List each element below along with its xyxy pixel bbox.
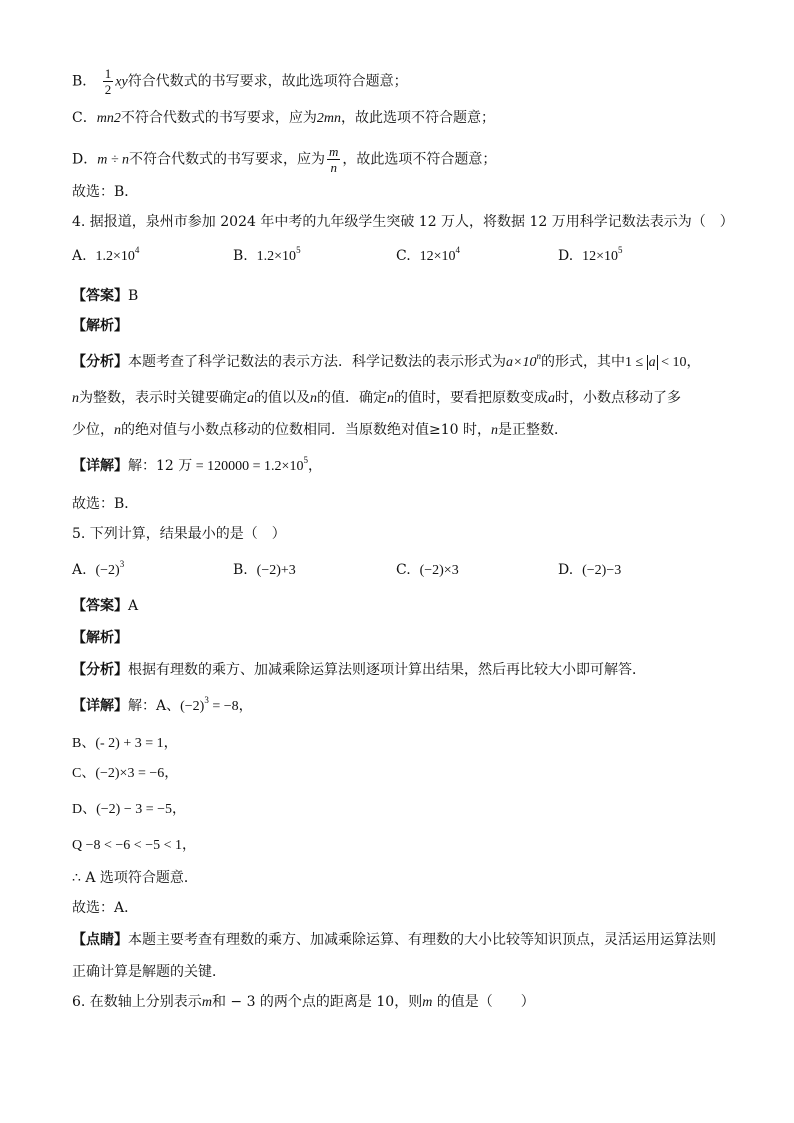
option-d-line: D．m ÷ n不符合代数式的书写要求，应为 $\frac{m}{n}$ ，故此选项不符合题意； (72, 144, 497, 175)
choose-b-1: 故选：B． (72, 184, 139, 200)
q5-line-d: D、(−2) − 3 = −5， (72, 802, 187, 817)
q5-option-a: A. $(-2)^3$ (72, 559, 125, 578)
q4-option-c: C. $12\times 10^4$ (396, 245, 460, 264)
q4-stem: 4. 据报道，泉州市参加 2024 年中考的九年级学生突破 12 万人，将数据 12 万用科学记数法表示为（ ） (72, 214, 734, 230)
q4-option-d: D. $12\times 10^5$ (558, 245, 623, 264)
q5-line-thus: ∴ A 选项符合题意． (72, 870, 198, 886)
q5-detail: 【详解】解：A、$(-2)^3 = -8$， (72, 695, 253, 714)
q5-option-d: D. (−2)−3 (558, 562, 622, 578)
q5-line-q: Q −8 < −6 < −5 < 1， (72, 838, 196, 853)
q4-fenxi-line3: 少位，n的绝对值与小数点移动的位数相同．当原数绝对值≥10 时，n是正整数． (72, 422, 568, 438)
q4-answer: 【答案】B (72, 288, 139, 304)
q5-fenxi: 【分析】根据有理数的乘方、加减乘除运算法则逐项计算出结果，然后再比较大小即可解答． (72, 662, 646, 678)
q5-line-b: B、(- 2) + 3 = 1， (72, 736, 178, 751)
q5-dianjing-line2: 正确计算是解题的关键． (72, 964, 226, 980)
option-b-line: B． $\frac{1}{2}$ xy符合代数式的书写要求，故此选项符合题意； (72, 66, 408, 97)
q5-option-c: C. (−2)×3 (396, 562, 459, 578)
q6-stem: 6. 在数轴上分别表示m和 − 3 的两个点的距离是 10，则m 的值是（ ） (72, 994, 535, 1010)
q5-choose: 故选：A． (72, 900, 139, 916)
q4-detail: 【详解】解：12 万 = $120000 = 1.2\times 10^5$， (72, 455, 322, 474)
q5-option-b: B. (−2)+3 (233, 562, 296, 578)
q4-analysis-tag: 【解析】 (72, 318, 128, 334)
q4-option-b: B. $1.2\times 10^5$ (233, 245, 301, 264)
q4-fenxi-line2: n为整数，表示时关键要确定a的值以及n的值．确定n的值时，要看把原数变成a时，小数点移动了多 (72, 390, 681, 406)
q4-choose: 故选：B． (72, 496, 139, 512)
fraction-m-over-n: $\frac{m}{n}$ (329, 144, 339, 175)
fraction-one-half: $\frac{1}{2}$ (104, 66, 112, 97)
option-c-line: C．mn2不符合代数式的书写要求，应为2mn，故此选项不符合题意； (72, 110, 495, 126)
q5-dianjing-line1: 【点睛】本题主要考查有理数的乘方、加减乘除运算、有理数的大小比较等知识顶点，灵活运用运算法则 (72, 932, 716, 948)
q4-fenxi-line1: 【分析】本题考查了科学记数法的表示方法．科学记数法的表示形式为$a\times 10^n$的形式，其中1 ≤ a < 10， (72, 351, 701, 370)
q5-stem: 5. 下列计算，结果最小的是（ ） (72, 526, 286, 542)
q5-line-c: C、(−2)×3 = −6， (72, 766, 179, 781)
q5-analysis-tag: 【解析】 (72, 630, 128, 646)
q4-option-a: A. $1.2\times 10^4$ (72, 245, 140, 264)
q5-answer: 【答案】A (72, 598, 139, 614)
